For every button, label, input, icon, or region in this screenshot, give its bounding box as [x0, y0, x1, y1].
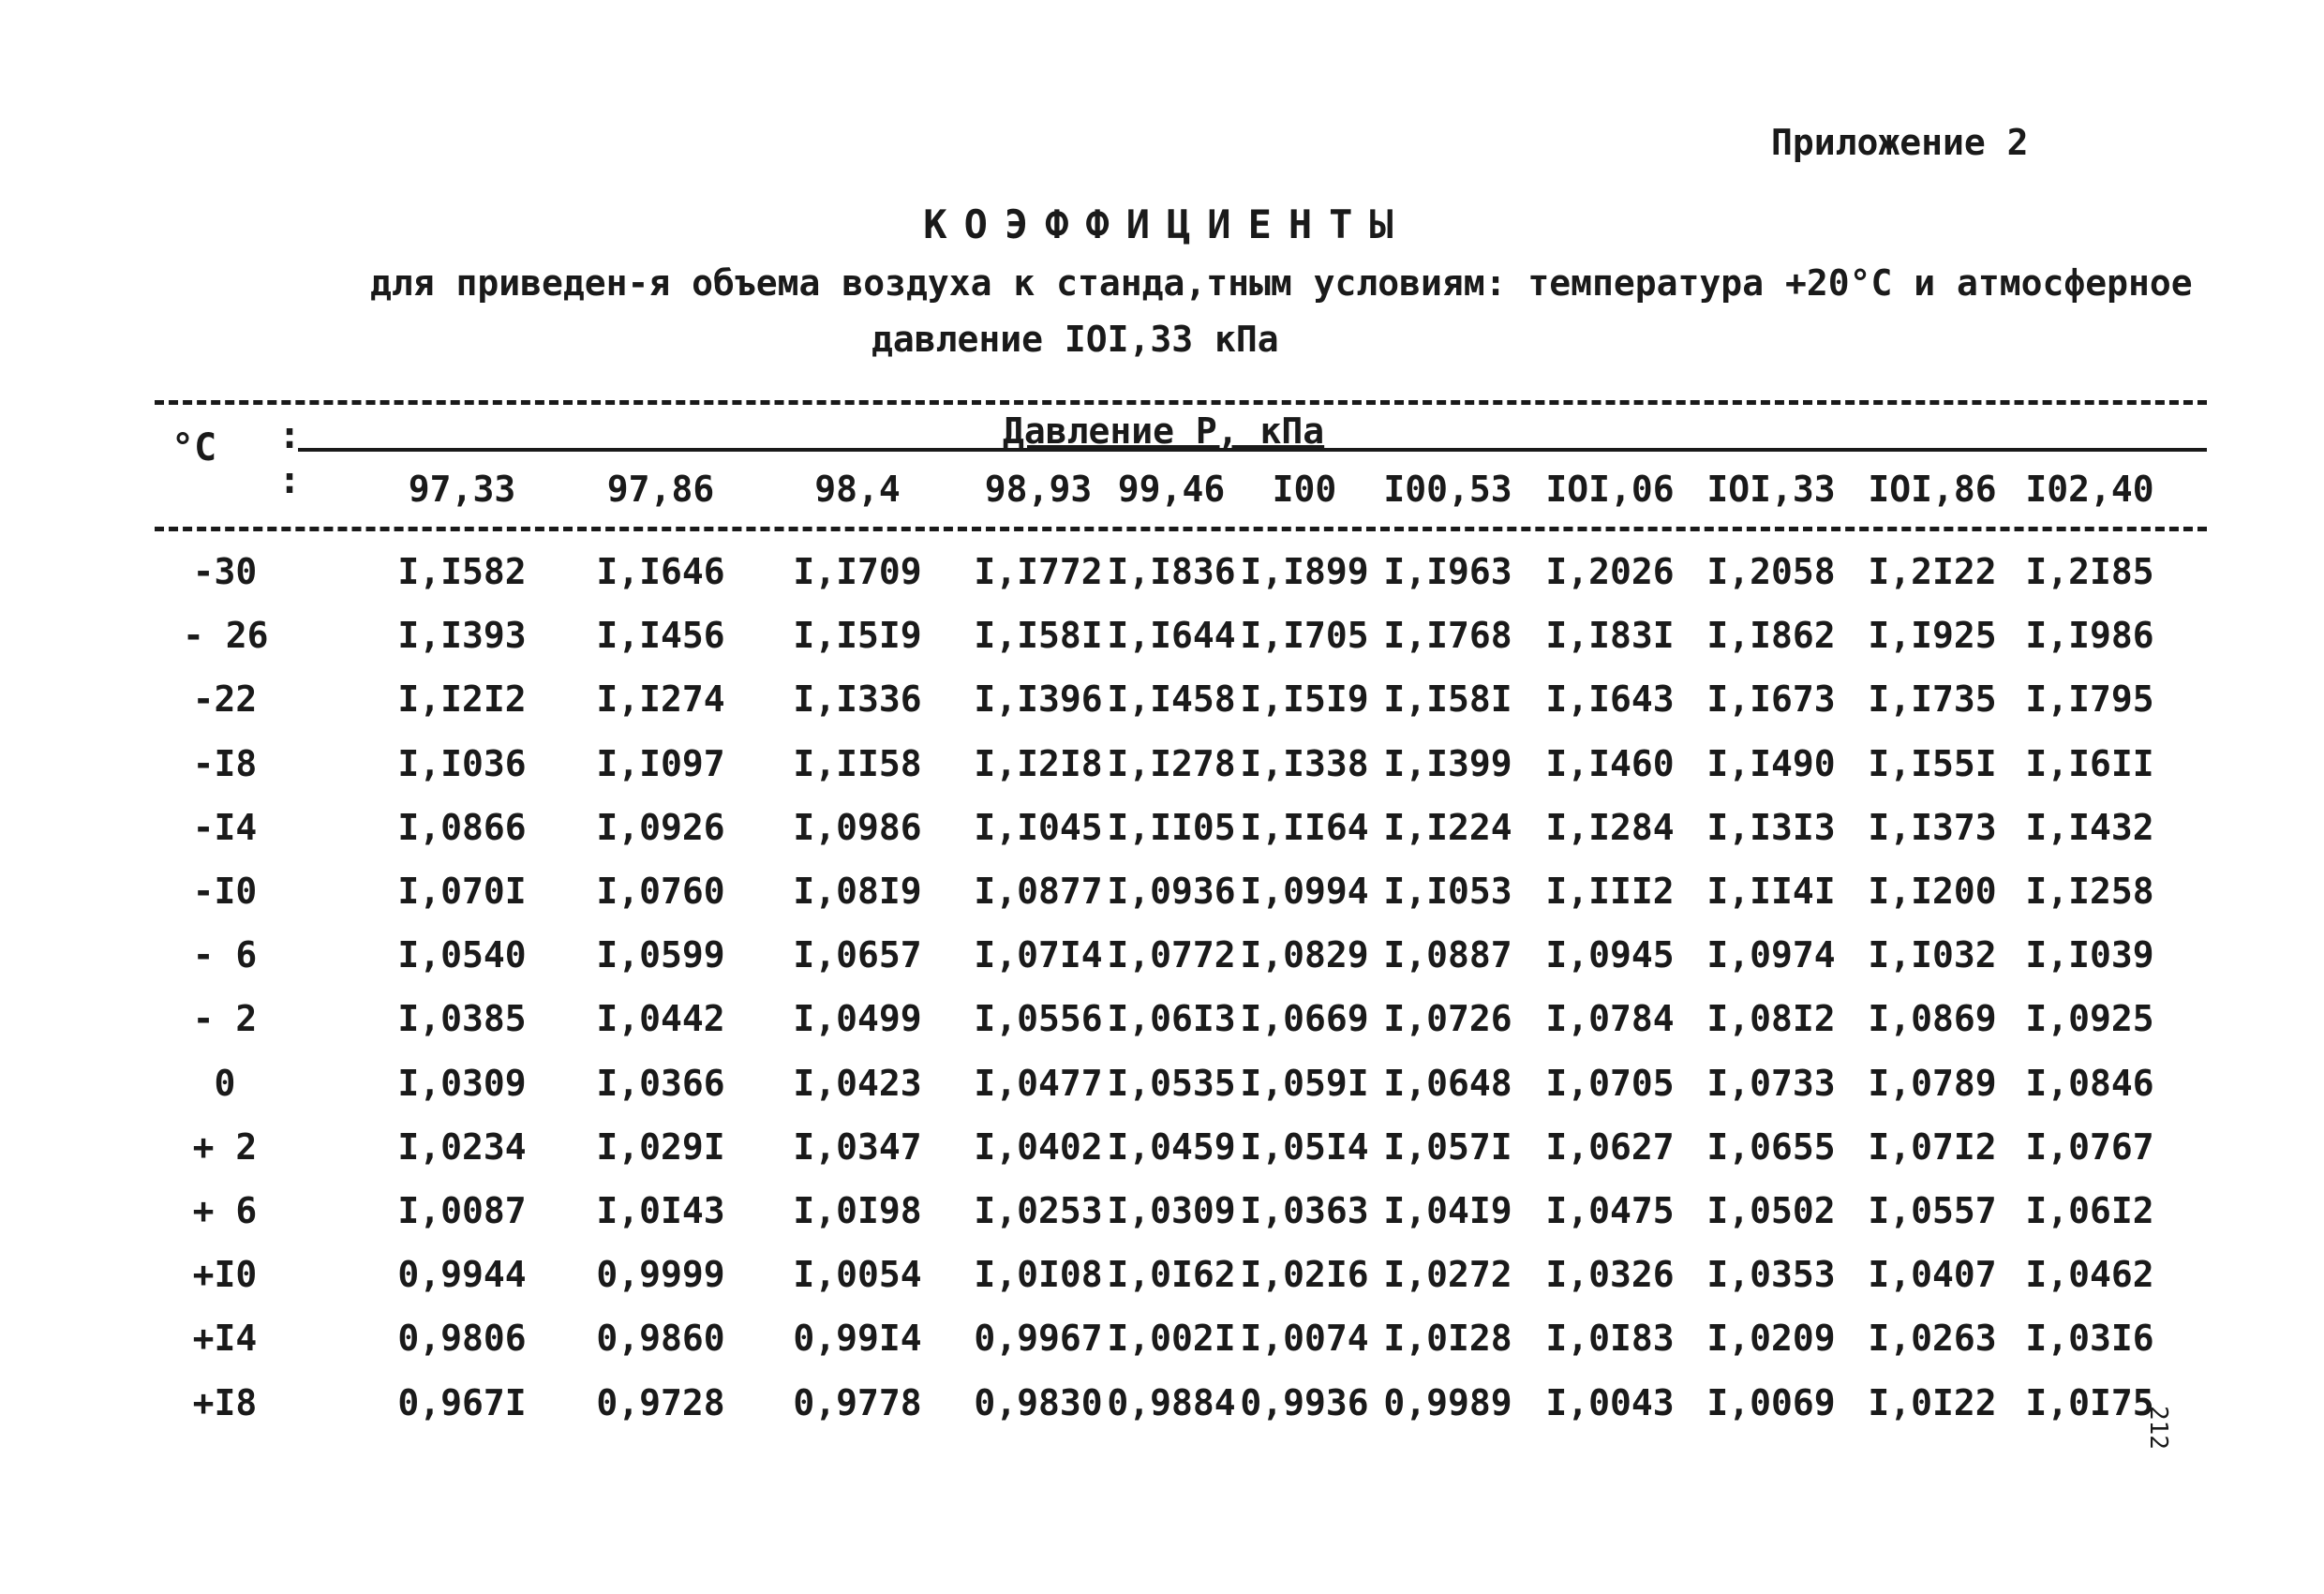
coefficient-cell: I,0556 [974, 998, 1103, 1039]
temperature-unit-header: °C [171, 426, 217, 469]
coefficient-cell: I,III2 [1545, 871, 1675, 912]
coefficient-cell: I,0I83 [1545, 1318, 1675, 1359]
coefficient-cell: I,I58I [1383, 678, 1512, 720]
coefficient-cell: I,0069 [1706, 1382, 1836, 1423]
coefficient-cell: I,I458 [1107, 678, 1236, 720]
coefficient-cell: I,0459 [1107, 1126, 1236, 1168]
coefficient-cell: I,I735 [1868, 678, 1997, 720]
coefficient-cell: I,I705 [1240, 615, 1369, 656]
document-title: КОЭФФИЦИЕНТЫ [923, 201, 1410, 247]
coefficient-cell: I,I278 [1107, 743, 1236, 784]
coefficient-cell: I,II4I [1706, 871, 1836, 912]
coefficient-cell: I,I836 [1107, 551, 1236, 592]
coefficient-cell: I,0648 [1383, 1063, 1512, 1104]
coefficient-cell: I,0054 [793, 1254, 922, 1295]
coefficient-cell: I,0347 [793, 1126, 922, 1168]
coefficient-cell: I,0087 [397, 1190, 527, 1231]
coefficient-cell: I,I032 [1868, 934, 1997, 976]
temperature-cell: -22 [192, 678, 258, 720]
coefficient-cell: I,0936 [1107, 871, 1236, 912]
coefficient-cell: I,I399 [1383, 743, 1512, 784]
coefficient-cell: I,I643 [1545, 678, 1675, 720]
pressure-column-header: I02,40 [2025, 469, 2154, 510]
coefficient-cell: I,0462 [2025, 1254, 2154, 1295]
coefficient-cell: I,I284 [1545, 807, 1675, 848]
coefficient-cell: I,0366 [596, 1063, 725, 1104]
coefficient-cell: I,I045 [974, 807, 1103, 848]
coefficient-cell: I,07I4 [974, 934, 1103, 976]
coefficient-cell: I,I58I [974, 615, 1103, 656]
coefficient-cell: I,I258 [2025, 871, 2154, 912]
coefficient-cell: I,0I08 [974, 1254, 1103, 1295]
coefficient-cell: 0,99I4 [793, 1318, 922, 1359]
pressure-column-header: IOI,33 [1706, 469, 1836, 510]
coefficient-cell: I,0772 [1107, 934, 1236, 976]
pressure-column-header: I00,53 [1383, 469, 1512, 510]
coefficient-cell: I,0043 [1545, 1382, 1675, 1423]
coefficient-cell: I,II58 [793, 743, 922, 784]
coefficient-cell: I,0309 [397, 1063, 527, 1104]
coefficient-cell: I,070I [397, 871, 527, 912]
coefficient-cell: I,0657 [793, 934, 922, 976]
coefficient-cell: I,I709 [793, 551, 922, 592]
coefficient-cell: I,0726 [1383, 998, 1512, 1039]
coefficient-cell: I,I5I9 [1240, 678, 1369, 720]
coefficient-cell: 0,9884 [1107, 1382, 1236, 1423]
coefficient-cell: I,I039 [2025, 934, 2154, 976]
temperature-cell: -I0 [192, 871, 258, 912]
temperature-cell: + 6 [192, 1190, 258, 1231]
coefficient-cell: I,0655 [1706, 1126, 1836, 1168]
coefficient-cell: I,0540 [397, 934, 527, 976]
coefficient-cell: I,2I85 [2025, 551, 2154, 592]
table-top-rule [155, 400, 2207, 405]
coefficient-cell: 0,9999 [596, 1254, 725, 1295]
coefficient-cell: I,0I62 [1107, 1254, 1236, 1295]
pressure-column-header: IOI,86 [1868, 469, 1997, 510]
coefficient-cell: I,0535 [1107, 1063, 1236, 1104]
coefficient-cell: I,0829 [1240, 934, 1369, 976]
coefficient-cell: I,2026 [1545, 551, 1675, 592]
coefficient-cell: I,II64 [1240, 807, 1369, 848]
coefficient-cell: I,0869 [1868, 998, 1997, 1039]
temperature-cell: +I0 [192, 1254, 258, 1295]
coefficient-cell: I,0926 [596, 807, 725, 848]
temperature-cell: -I8 [192, 743, 258, 784]
pressure-header: Давление P, кПа [1003, 410, 1325, 452]
pressure-column-header: IOI,06 [1545, 469, 1675, 510]
coefficient-cell: I,0557 [1868, 1190, 1997, 1231]
coefficient-cell: I,0945 [1545, 934, 1675, 976]
coefficient-cell: I,0353 [1706, 1254, 1836, 1295]
coefficient-cell: I,I490 [1706, 743, 1836, 784]
coefficient-cell: I,0627 [1545, 1126, 1675, 1168]
coefficient-cell: 0,9967 [974, 1318, 1103, 1359]
coefficient-cell: I,0599 [596, 934, 725, 976]
coefficient-cell: I,I393 [397, 615, 527, 656]
subtitle-line-2: давление IOI,33 кПа [872, 319, 1279, 360]
coefficient-cell: I,I55I [1868, 743, 1997, 784]
temperature-cell: -30 [192, 551, 258, 592]
coefficient-cell: I,0I98 [793, 1190, 922, 1231]
coefficient-cell: I,0877 [974, 871, 1103, 912]
coefficient-cell: I,0253 [974, 1190, 1103, 1231]
coefficient-cell: I,0I75 [2025, 1382, 2154, 1423]
coefficient-cell: I,I83I [1545, 615, 1675, 656]
coefficient-cell: I,0326 [1545, 1254, 1675, 1295]
coefficient-cell: I,I460 [1545, 743, 1675, 784]
temperature-cell: - 26 [183, 615, 269, 656]
temperature-cell: - 2 [192, 998, 258, 1039]
coefficient-cell: I,I986 [2025, 615, 2154, 656]
coefficient-cell: I,I338 [1240, 743, 1369, 784]
coefficient-cell: I,I432 [2025, 807, 2154, 848]
coefficient-cell: I,I373 [1868, 807, 1997, 848]
coefficient-cell: I,I772 [974, 551, 1103, 592]
coefficient-cell: I,06I3 [1107, 998, 1236, 1039]
coefficient-cell: I,0309 [1107, 1190, 1236, 1231]
coefficient-cell: I,I646 [596, 551, 725, 592]
coefficient-cell: 0,967I [397, 1382, 527, 1423]
coefficient-cell: I,0402 [974, 1126, 1103, 1168]
coefficient-cell: 0,9989 [1383, 1382, 1512, 1423]
coefficient-cell: I,0385 [397, 998, 527, 1039]
coefficient-cell: I,0789 [1868, 1063, 1997, 1104]
coefficient-cell: I,0475 [1545, 1190, 1675, 1231]
coefficient-cell: I,06I2 [2025, 1190, 2154, 1231]
coefficient-cell: I,I224 [1383, 807, 1512, 848]
coefficient-cell: I,0I22 [1868, 1382, 1997, 1423]
coefficient-cell: I,08I2 [1706, 998, 1836, 1039]
coefficient-cell: I,0994 [1240, 871, 1369, 912]
coefficient-cell: I,2I22 [1868, 551, 1997, 592]
coefficient-cell: I,0925 [2025, 998, 2154, 1039]
coefficient-cell: I,I5I9 [793, 615, 922, 656]
coefficient-cell: I,I3I3 [1706, 807, 1836, 848]
coefficient-cell: I,I2I2 [397, 678, 527, 720]
coefficient-cell: I,II05 [1107, 807, 1236, 848]
coefficient-cell: I,I053 [1383, 871, 1512, 912]
coefficient-cell: I,I644 [1107, 615, 1236, 656]
coefficient-cell: I,I2I8 [974, 743, 1103, 784]
pressure-column-header: I00 [1272, 469, 1337, 510]
coefficient-cell: I,0784 [1545, 998, 1675, 1039]
coefficient-cell: I,0502 [1706, 1190, 1836, 1231]
coefficient-cell: I,0866 [397, 807, 527, 848]
coefficient-cell: I,0974 [1706, 934, 1836, 976]
coefficient-cell: I,0669 [1240, 998, 1369, 1039]
coefficient-cell: I,08I9 [793, 871, 922, 912]
coefficient-cell: I,I862 [1706, 615, 1836, 656]
header-separator: : [278, 414, 302, 457]
coefficient-cell: I,I200 [1868, 871, 1997, 912]
temperature-cell: - 6 [192, 934, 258, 976]
coefficient-cell: I,0705 [1545, 1063, 1675, 1104]
coefficient-cell: I,I274 [596, 678, 725, 720]
coefficient-cell: I,0887 [1383, 934, 1512, 976]
subtitle-line-1: для приведен‐я объема воздуха к станда,тным условиям: температура +20°C и атмосферное [370, 262, 2193, 304]
pressure-column-header: 98,93 [984, 469, 1093, 510]
coefficient-cell: I,0760 [596, 871, 725, 912]
coefficient-cell: I,0209 [1706, 1318, 1836, 1359]
coefficient-cell: 0,9944 [397, 1254, 527, 1295]
coefficient-cell: I,I036 [397, 743, 527, 784]
page-number: 212 [2144, 1406, 2172, 1450]
coefficient-cell: I,0234 [397, 1126, 527, 1168]
coefficient-cell: I,059I [1240, 1063, 1369, 1104]
coefficient-cell: I,029I [596, 1126, 725, 1168]
coefficient-cell: 0,9936 [1240, 1382, 1369, 1423]
coefficient-cell: I,I582 [397, 551, 527, 592]
appendix-label: Приложение 2 [1771, 122, 2029, 163]
coefficient-cell: I,0986 [793, 807, 922, 848]
coefficient-cell: I,I6II [2025, 743, 2154, 784]
coefficient-cell: I,I097 [596, 743, 725, 784]
coefficient-cell: I,I336 [793, 678, 922, 720]
temperature-cell: -I4 [192, 807, 258, 848]
header-bottom-rule [155, 527, 2207, 531]
coefficient-cell: I,02I6 [1240, 1254, 1369, 1295]
coefficient-cell: 0,9860 [596, 1318, 725, 1359]
coefficient-cell: I,002I [1107, 1318, 1236, 1359]
coefficient-cell: I,I396 [974, 678, 1103, 720]
coefficient-cell: 0,9806 [397, 1318, 527, 1359]
coefficient-cell: I,I795 [2025, 678, 2154, 720]
coefficient-cell: I,0407 [1868, 1254, 1997, 1295]
coefficient-cell: 0,9728 [596, 1382, 725, 1423]
temperature-cell: +I4 [192, 1318, 258, 1359]
coefficient-cell: I,057I [1383, 1126, 1512, 1168]
coefficient-cell: I,I456 [596, 615, 725, 656]
coefficient-cell: I,04I9 [1383, 1190, 1512, 1231]
coefficient-cell: 0,9778 [793, 1382, 922, 1423]
coefficient-cell: I,0423 [793, 1063, 922, 1104]
coefficient-cell: I,0263 [1868, 1318, 1997, 1359]
coefficient-cell: I,0363 [1240, 1190, 1369, 1231]
coefficient-cell: I,0074 [1240, 1318, 1369, 1359]
temperature-cell: 0 [214, 1063, 236, 1104]
coefficient-cell: I,0272 [1383, 1254, 1512, 1295]
coefficient-cell: I,I673 [1706, 678, 1836, 720]
coefficient-cell: I,I899 [1240, 551, 1369, 592]
coefficient-cell: 0,9830 [974, 1382, 1103, 1423]
coefficient-cell: I,0846 [2025, 1063, 2154, 1104]
coefficient-cell: I,2058 [1706, 551, 1836, 592]
coefficient-cell: I,05I4 [1240, 1126, 1369, 1168]
header-separator: : [278, 459, 302, 502]
coefficient-cell: I,07I2 [1868, 1126, 1997, 1168]
pressure-column-header: 97,86 [606, 469, 715, 510]
pressure-column-header: 99,46 [1117, 469, 1226, 510]
temperature-cell: +I8 [192, 1382, 258, 1423]
pressure-column-header: 98,4 [814, 469, 901, 510]
coefficient-cell: I,03I6 [2025, 1318, 2154, 1359]
coefficient-cell: I,0499 [793, 998, 922, 1039]
coefficient-cell: I,I963 [1383, 551, 1512, 592]
coefficient-cell: I,0767 [2025, 1126, 2154, 1168]
coefficient-cell: I,I925 [1868, 615, 1997, 656]
temperature-cell: + 2 [192, 1126, 258, 1168]
coefficient-cell: I,0442 [596, 998, 725, 1039]
coefficient-cell: I,0733 [1706, 1063, 1836, 1104]
coefficient-cell: I,I768 [1383, 615, 1512, 656]
coefficient-cell: I,0I43 [596, 1190, 725, 1231]
pressure-column-header: 97,33 [408, 469, 516, 510]
coefficient-cell: I,0I28 [1383, 1318, 1512, 1359]
coefficient-cell: I,0477 [974, 1063, 1103, 1104]
